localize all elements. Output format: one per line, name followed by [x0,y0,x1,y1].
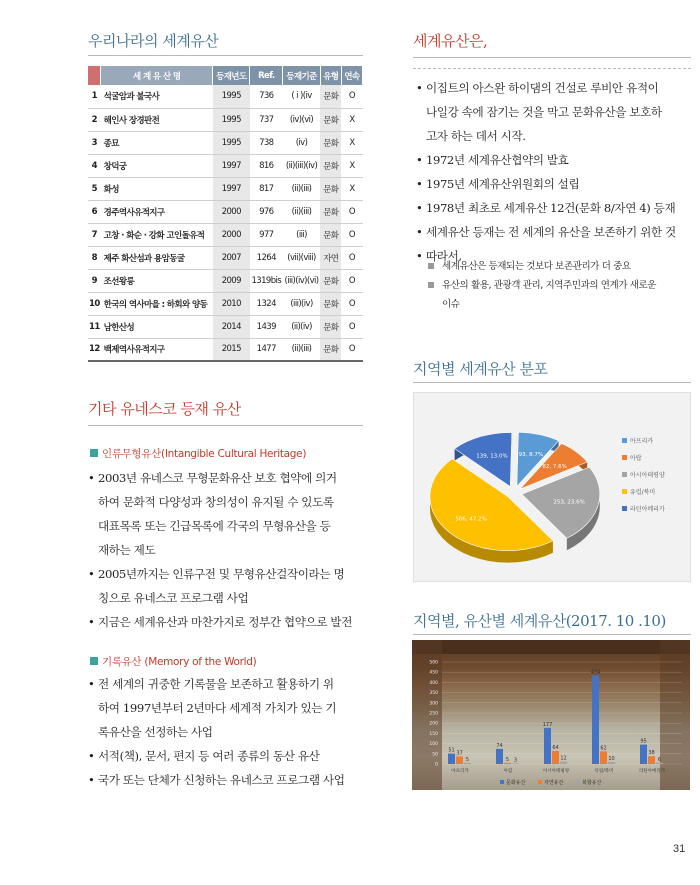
serial-mark: X [341,108,362,131]
x-tick-label: 유럽/북미 [594,769,614,774]
criteria: (ii)(iii)(iv) [283,154,321,177]
bar-value-label: 51 [448,747,455,754]
heritage-type: 문화 [320,292,341,315]
table-row [88,292,363,315]
criteria: (iv) [283,131,321,154]
table-row [88,85,363,108]
heritage-name: 종묘 [101,131,213,154]
ref-number: 1264 [250,246,283,269]
photo-lintel [412,640,690,654]
bullet-line: • 1978년 최초로 세계유산 12건(문화 8/자연 4) 등재 [416,196,696,220]
bar [648,756,655,764]
square-bullet-line: 유산의 활용, 관광객 관리, 지역주민과의 연계가 새로운 [416,276,696,295]
bar-value-label: 5 [505,756,510,763]
bar-value-label: 74 [496,742,503,749]
row-number: 7 [88,223,101,246]
heritage-name: 한국의 역사마을 : 하회와 양동 [101,292,213,315]
bullet-line: • 지금은 세계유산과 마찬가지로 정부간 협약으로 발전 [88,610,368,634]
col-header-type: 유형 [320,66,341,85]
serial-mark: X [341,177,362,200]
serial-mark: O [341,338,362,361]
divider [88,425,363,426]
bar [504,763,511,764]
bar [456,756,463,764]
ich-heading [90,446,306,461]
heritage-name: 해인사 장경판전 [101,108,213,131]
table-row [88,108,363,131]
row-number: 2 [88,108,101,131]
row-number: 12 [88,338,101,361]
y-tick-label: 100 [429,742,438,748]
heritage-type: 문화 [320,200,341,223]
criteria: (iv)(vi) [283,108,321,131]
serial-mark: O [341,200,362,223]
bar-chart-title: 지역별, 유산별 세계유산(2017. 10 .10) [413,612,666,630]
photo-post-right [657,640,690,790]
bullet-line: • 국가 또는 단체가 신청하는 유네스코 프로그램 사업 [88,768,368,792]
inscription-year: 1995 [213,108,250,131]
heritage-type: 문화 [320,108,341,131]
world-heritage-is-title: 세계유산은, [413,32,488,50]
inscription-year: 2009 [213,269,250,292]
ref-number: 816 [250,154,283,177]
y-tick-label: 0 [435,762,438,768]
heritage-name: 고창 · 화순 · 강화 고인돌유적 [101,223,213,246]
other-heritage-title: 기타 유네스코 등재 유산 [88,400,241,418]
heritage-type: 자연 [320,246,341,269]
continued-line: 나일강 속에 잠기는 것을 막고 문화유산을 보호하 [426,105,662,119]
heritage-name: 창덕궁 [101,154,213,177]
criteria: ( i )(iv [283,85,321,108]
bar [464,763,471,764]
serial-mark: O [341,85,362,108]
bar-chart-panel [412,640,690,790]
table-row [88,200,363,223]
inscription-year: 2000 [213,200,250,223]
criteria: (iii)(iv)(vi) [283,269,321,292]
table-row [88,154,363,177]
table-row [88,315,363,338]
bar [560,762,567,764]
bar [608,762,615,764]
bar-value-label: 177 [542,721,553,728]
bullet-line: • 이집트의 아스완 하이댐의 건설로 루비안 유적이 [416,76,696,100]
bar-value-label: 6 [657,756,662,763]
bullet-line: • 1975년 세계유산위원회의 설립 [416,172,696,196]
continued-line: 재하는 제도 [98,543,156,557]
bar-value-label: 5 [465,756,470,763]
heritage-type: 문화 [320,338,341,361]
divider [88,55,363,56]
bar-value-label: 434 [590,669,601,676]
serial-mark: O [341,315,362,338]
heritage-type: 문화 [320,177,341,200]
bar [544,728,551,764]
col-header-name: 세 계 유 산 명 [101,66,213,85]
bullet-line: • 전 세계의 귀중한 기록물을 보존하고 활용하기 위 [88,672,368,696]
y-tick-label: 250 [429,711,438,717]
y-tick-label: 400 [429,680,438,686]
table-row [88,131,363,154]
criteria: (ii)(iii) [283,338,321,361]
serial-mark: X [341,131,362,154]
bar [656,763,663,764]
heritage-type: 문화 [320,269,341,292]
row-number: 5 [88,177,101,200]
divider [413,634,691,635]
ref-number: 976 [250,200,283,223]
bullet-line: • 서적(책), 문서, 편지 등 여러 종류의 동산 유산 [88,744,368,768]
bar-chart [412,640,690,790]
heritage-type: 문화 [320,315,341,338]
heritage-type: 문화 [320,223,341,246]
serial-mark: X [341,154,362,177]
inscription-year: 2015 [213,338,250,361]
table-row [88,338,363,361]
table-row [88,269,363,292]
row-number: 4 [88,154,101,177]
heritage-table [88,66,363,362]
serial-mark: O [341,269,362,292]
criteria: (ii)(iii) [283,200,321,223]
bar [600,751,607,764]
x-tick-label: 라틴아메리카 [638,769,666,774]
y-tick-label: 500 [429,660,438,666]
col-header-serial: 연속 [341,66,362,85]
heritage-type: 문화 [320,154,341,177]
heritage-name: 경주역사유적지구 [101,200,213,223]
ref-number: 977 [250,223,283,246]
y-tick-label: 200 [429,721,438,727]
pie-data-label: 139, 13.0% [476,453,508,460]
inscription-year: 2014 [213,315,250,338]
dotted-divider [413,68,691,69]
x-tick-label: 아랍 [503,769,513,774]
bar-value-label: 3 [513,757,518,764]
bar [592,675,599,764]
pie-data-label: 253, 23.6% [553,499,585,506]
bar-value-label: 95 [640,738,647,745]
inscription-year: 2010 [213,292,250,315]
legend-label: 아시아태평양 [630,472,665,479]
page-number: 31 [673,843,686,855]
criteria: (iii)(iv) [283,292,321,315]
x-tick-label: 아프리카 [451,769,469,774]
heritage-type: 문화 [320,131,341,154]
ref-number: 1439 [250,315,283,338]
continued-line: 하여 1997년부터 2년마다 세계적 가치가 있는 기 [98,701,337,715]
bar-value-label: 10 [608,755,615,762]
table-row [88,223,363,246]
bar [640,745,647,764]
row-number: 6 [88,200,101,223]
y-tick-label: 150 [429,731,438,737]
pie-chart-panel [413,392,691,582]
inscription-year: 2007 [213,246,250,269]
row-number: 1 [88,85,101,108]
bar-value-label: 12 [560,755,567,762]
table-row [88,177,363,200]
row-number: 9 [88,269,101,292]
ref-number: 817 [250,177,283,200]
bar [448,754,455,764]
legend-label: 아프리카 [630,438,654,445]
heritage-name: 화성 [101,177,213,200]
legend-swatch [500,780,504,784]
continued-line: 이슈 [442,299,460,310]
legend-swatch [622,472,627,477]
bullet-line: • 2003년 유네스코 무형문화유산 보호 협약에 의거 [88,466,368,490]
bar-value-label: 37 [456,750,463,757]
table-header-row [88,66,363,85]
row-number: 10 [88,292,101,315]
inscription-year: 1995 [213,85,250,108]
divider [413,382,691,383]
ref-number: 1324 [250,292,283,315]
legend-swatch [622,506,627,511]
bar-value-label: 38 [648,750,655,757]
inscription-year: 1997 [213,177,250,200]
row-number: 8 [88,246,101,269]
serial-mark: O [341,292,362,315]
y-tick-label: 300 [429,701,438,707]
continued-line: 고자 하는 데서 시작. [426,129,526,143]
continued-line: 칭으로 유네스코 프로그램 사업 [98,591,249,605]
y-tick-label: 350 [429,691,438,697]
ref-number: 1319bis [250,269,283,292]
table-row [88,246,363,269]
bar [496,749,503,764]
y-tick-label: 450 [429,670,438,676]
bullet-line: • 2005년까지는 인류구전 및 무형유산걸작이라는 명 [88,562,368,586]
serial-mark: O [341,246,362,269]
criteria: (ii)(iv) [283,315,321,338]
serial-mark: O [341,223,362,246]
ich-heading-text: 인류무형유산(Intangible Cultural Heritage) [102,448,307,460]
bullet-line: • 따라서, [416,244,696,268]
square-bullet-icon [90,657,98,665]
bullet-line: • 세계유산 등재는 전 세계의 유산을 보존하기 위한 것 [416,220,696,244]
criteria: (vii)(viii) [283,246,321,269]
legend-label: 라틴아메리카 [630,506,665,513]
inscription-year: 1997 [213,154,250,177]
continued-line: 하여 문화적 다양성과 창의성이 유지될 수 있도록 [98,495,334,509]
legend-swatch [538,780,542,784]
table-header-corner [88,66,101,85]
row-number: 11 [88,315,101,338]
pie-chart-title: 지역별 세계유산 분포 [413,360,548,378]
bar [552,751,559,764]
square-bullet-line: 세계유산은 등재되는 것보다 보존관리가 더 중요 [416,257,696,276]
inscription-year: 2000 [213,223,250,246]
heritage-section-title: 우리나라의 세계유산 [88,32,219,50]
ref-number: 737 [250,108,283,131]
inscription-year: 1995 [213,131,250,154]
heritage-name: 석굴암과 불국사 [101,85,213,108]
heritage-name: 백제역사유적지구 [101,338,213,361]
legend-swatch [576,780,580,784]
heritage-name: 제주 화산섬과 용암동굴 [101,246,213,269]
continued-line: 대표목록 또는 긴급목록에 각국의 무형유산을 등 [98,519,331,533]
legend-swatch [622,438,627,443]
legend-swatch [622,455,627,460]
col-header-year: 등재년도 [213,66,250,85]
ref-number: 736 [250,85,283,108]
legend-label: 아랍 [630,455,642,462]
square-bullet-icon [90,449,98,457]
row-number: 3 [88,131,101,154]
ich-paragraph [88,466,368,634]
legend-swatch [622,489,627,494]
col-header-ref: Ref. [250,66,283,85]
mow-heading-text: 기록유산 (Memory of the World) [102,656,257,668]
continued-line: 록유산을 선정하는 사업 [98,725,213,739]
bar-value-label: 64 [552,744,559,751]
bar [512,763,519,764]
criteria: (iii) [283,223,321,246]
heritage-name: 남한산성 [101,315,213,338]
world-heritage-paragraph [416,76,696,268]
heritage-type: 문화 [320,85,341,108]
legend-label: 자연유산 [544,780,564,786]
pie-data-label: 506, 47.2% [455,516,487,523]
pie-data-label: 82, 7.6% [542,463,567,470]
ref-number: 1477 [250,338,283,361]
y-tick-label: 50 [432,752,438,758]
bullet-line: • 1972년 세계유산협약의 발효 [416,148,696,172]
mow-paragraph [88,672,368,792]
col-header-criteria: 등재기준 [283,66,321,85]
legend-label: 복합유산 [582,780,602,786]
divider [413,57,691,58]
legend-label: 문화유산 [506,780,526,786]
legend-label: 유럽/북미 [630,489,656,496]
heritage-name: 조선왕릉 [101,269,213,292]
x-tick-label: 아시아태평양 [542,769,570,774]
pie-data-label: 93, 8.7% [518,452,544,459]
bar-value-label: 62 [600,745,607,752]
pie-chart [414,393,692,583]
ref-number: 738 [250,131,283,154]
world-heritage-subpoints [416,257,696,314]
mow-heading [90,654,256,669]
criteria: (ii)(iii) [283,177,321,200]
